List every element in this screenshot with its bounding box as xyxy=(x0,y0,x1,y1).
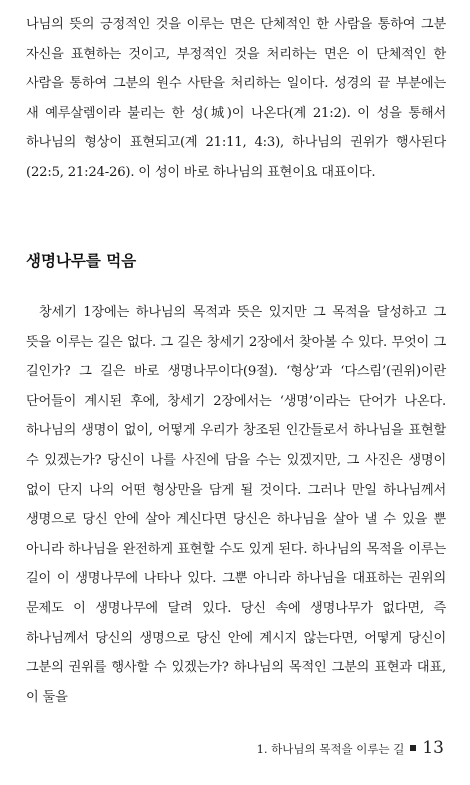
running-footer-chapter: 1. 하나님의 목적을 이루는 길 xyxy=(256,742,405,756)
footer-square-separator-icon xyxy=(410,745,416,751)
section-heading: 생명나무를 먹음 xyxy=(26,252,137,270)
body-paragraph-continued: 나님의 뜻의 긍정적인 것을 이루는 면은 단체적인 한 사람을 통하여 그분 자신을 표현하는 것이고, 부정적인 것을 처리하는 면은 이 단체적인 한 사람을 통하여 그분의 원수 사탄을 처리하는 일이다. 성경의 끝 부분에는 새 예루살렘이라 불리는 한 성(城)이 나온다(계 21:2). 이 성을 통해서 하나님의 형상이 표현되고(계 21:11, 4:3), 하나님의 권위가 행사된다(22:5, 21:24-26). 이 성이 바로 하나님의 표현이요 대표이다. xyxy=(26,17,446,180)
body-paragraph: 창세기 1장에는 하나님의 목적과 뜻은 있지만 그 목적을 달성하고 그 뜻을 이루는 길은 없다. 그 길은 창세기 2장에서 찾아볼 수 있다. 무엇이 그 길인가? 그 길은 바로 생명나무이다(9절). ‘형상’과 ‘다스림’(권위)이란 단어들이 계시된 후에, 창세기 2장에서는 ‘생명’이라는 단어가 나온다. 하나님의 생명이 없이, 어떻게 우리가 창조된 인간들로서 하나님을 표현할 수 있겠는가? 당신이 나를 사진에 담을 수는 있겠지만, 그 사진은 생명이 없이 단지 나의 어떤 형상만을 담게 될 것이다. 그러나 만일 하나님께서 생명으로 당신 안에 살아 계신다면 당신은 하나님을 살아 낼 수 있을 뿐 아니라 하나님을 완전하게 표현할 수도 있게 된다. 하나님의 목적을 이루는 길이 이 생명나무에 나타나 있다. 그뿐 아니라 하나님을 대표하는 권위의 문제도 이 생명나무에 달려 있다. 당신 속에 생명나무가 없다면, 즉 하나님께서 당신의 생명으로 당신 안에 계시지 않는다면, 어떻게 당신이 그분의 권위를 행사할 수 있겠는가? 하나님의 목적인 그분의 표현과 대표, 이 둘을 xyxy=(26,305,446,705)
page-footer xyxy=(257,738,444,758)
page-number: 13 xyxy=(422,738,444,758)
